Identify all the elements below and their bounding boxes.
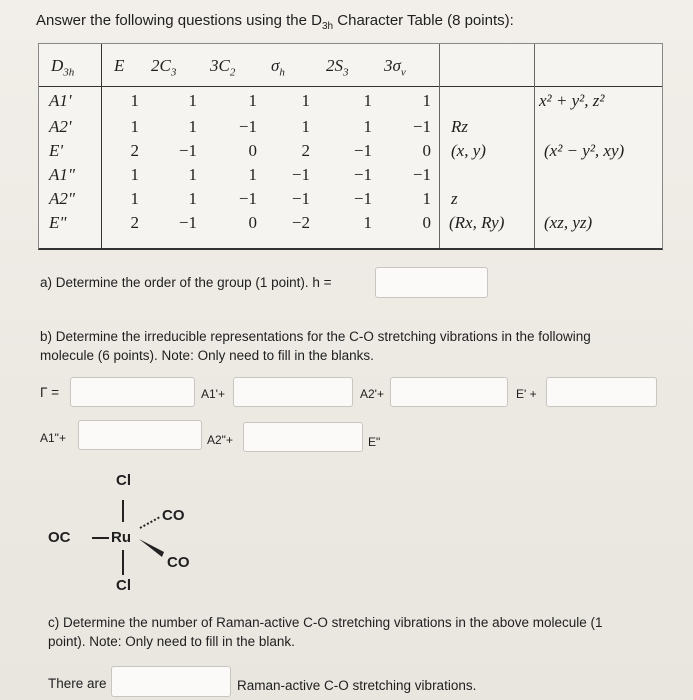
table-function-divider xyxy=(534,44,535,248)
a2-double-prime-input[interactable] xyxy=(243,422,363,452)
ru-complex-structure xyxy=(40,470,240,600)
character-value: 1 xyxy=(363,213,372,232)
e-double-prime-label: E" xyxy=(368,435,381,449)
character-value: 0 xyxy=(248,213,257,232)
irrep-label: A1" xyxy=(49,165,76,184)
a2-prime-input[interactable] xyxy=(390,377,508,407)
class-header-2c3: $2C_3$ xyxy=(151,56,177,79)
character-value: 1 xyxy=(301,117,310,136)
class-header-sigma-h: $\sigma_h$ xyxy=(271,56,285,79)
character-value: −1 xyxy=(412,165,431,184)
bond-ru-co-wedge xyxy=(139,539,164,557)
character-value: 1 xyxy=(188,91,197,110)
irrep-label: A2' xyxy=(49,117,72,136)
class-header-3sigma-v: $3\sigma_v$ xyxy=(384,56,406,79)
a1-prime-input[interactable] xyxy=(233,377,353,407)
character-value: 1 xyxy=(188,165,197,184)
character-table xyxy=(38,43,663,250)
character-value: −1 xyxy=(353,165,372,184)
character-value: 0 xyxy=(422,141,431,160)
character-value: 1 xyxy=(422,91,431,110)
a2-double-prime-label: A2"+ xyxy=(207,433,233,447)
character-value: 0 xyxy=(248,141,257,160)
part-b-question-line2: molecule (6 points). Note: Only need to fill in the blanks. xyxy=(40,348,374,363)
raman-suffix-label: Raman-active C-O stretching vibrations. xyxy=(237,678,477,693)
e-prime-label: E' + xyxy=(516,387,537,401)
quadratic-function: (x² − y², xy) xyxy=(544,141,625,160)
part-a-question: a) Determine the order of the group (1 point). h = xyxy=(40,275,332,290)
atom-co-lower-right: CO xyxy=(167,554,190,571)
class-header-e: E xyxy=(114,56,125,75)
character-value: −1 xyxy=(291,189,310,208)
gamma-label: Γ = xyxy=(40,385,60,400)
character-value: −2 xyxy=(291,213,310,232)
a2-prime-label: A2'+ xyxy=(360,387,384,401)
group-order-input[interactable] xyxy=(375,267,488,298)
character-value: 2 xyxy=(130,141,139,160)
linear-function: z xyxy=(451,189,458,208)
table-class-divider xyxy=(439,44,440,248)
atom-co-upper-right: CO xyxy=(162,507,185,524)
character-value: 0 xyxy=(422,213,431,232)
a1-double-prime-label: A1"+ xyxy=(40,431,66,445)
atom-ru: Ru xyxy=(111,529,131,546)
character-value: −1 xyxy=(178,141,197,160)
a1-prime-label: A1'+ xyxy=(201,387,225,401)
table-irrep-divider xyxy=(101,44,102,248)
character-value: −1 xyxy=(353,141,372,160)
character-value: 1 xyxy=(130,117,139,136)
character-value: 2 xyxy=(130,213,139,232)
linear-function: (Rx, Ry) xyxy=(449,213,505,232)
character-value: −1 xyxy=(238,189,257,208)
character-value: −1 xyxy=(178,213,197,232)
character-value: 1 xyxy=(301,91,310,110)
irrep-label: A1' xyxy=(49,91,72,110)
character-value: 1 xyxy=(130,165,139,184)
irrep-label: E' xyxy=(49,141,64,160)
bond-ru-co-dashed xyxy=(140,517,160,528)
character-value: −1 xyxy=(412,117,431,136)
atom-cl-top: Cl xyxy=(116,472,131,489)
atom-co-left: OC xyxy=(48,529,71,546)
gamma-input[interactable] xyxy=(70,377,195,407)
character-value: 1 xyxy=(248,165,257,184)
part-c-question-line2: point). Note: Only need to fill in the blank. xyxy=(48,634,295,649)
atom-cl-bottom: Cl xyxy=(116,577,131,594)
class-header-2s3: $2S_3$ xyxy=(326,56,349,79)
part-b-question-line1: b) Determine the irreducible representations for the C-O stretching vibrations in the following xyxy=(40,329,591,344)
raman-count-input[interactable] xyxy=(111,666,231,697)
linear-function: Rz xyxy=(451,117,468,136)
irrep-label: E" xyxy=(49,213,67,232)
character-value: 1 xyxy=(363,117,372,136)
character-value: 1 xyxy=(248,91,257,110)
irrep-label: A2" xyxy=(49,189,76,208)
character-value: −1 xyxy=(353,189,372,208)
a1-double-prime-input[interactable] xyxy=(78,420,202,450)
table-header-divider xyxy=(39,86,662,87)
group-label: $D_{3h}$ xyxy=(51,56,75,79)
class-header-3c2: $3C_2$ xyxy=(210,56,236,79)
character-value: 1 xyxy=(422,189,431,208)
character-value: 2 xyxy=(301,141,310,160)
character-value: −1 xyxy=(291,165,310,184)
quadratic-function: (xz, yz) xyxy=(544,213,593,232)
character-value: 1 xyxy=(188,189,197,208)
character-value: 1 xyxy=(363,91,372,110)
character-value: 1 xyxy=(188,117,197,136)
there-are-label: There are xyxy=(48,676,107,691)
character-value: 1 xyxy=(130,189,139,208)
character-value: 1 xyxy=(130,91,139,110)
question-title: Answer the following questions using the $D_{3h}$ Character Table (8 points): xyxy=(36,12,514,32)
linear-function: (x, y) xyxy=(451,141,486,160)
quadratic-function: x² + y², z² xyxy=(539,91,605,110)
part-c-question-line1: c) Determine the number of Raman-active C-O stretching vibrations in the above molecule (1 xyxy=(48,615,603,630)
character-value: −1 xyxy=(238,117,257,136)
e-prime-input[interactable] xyxy=(546,377,657,407)
